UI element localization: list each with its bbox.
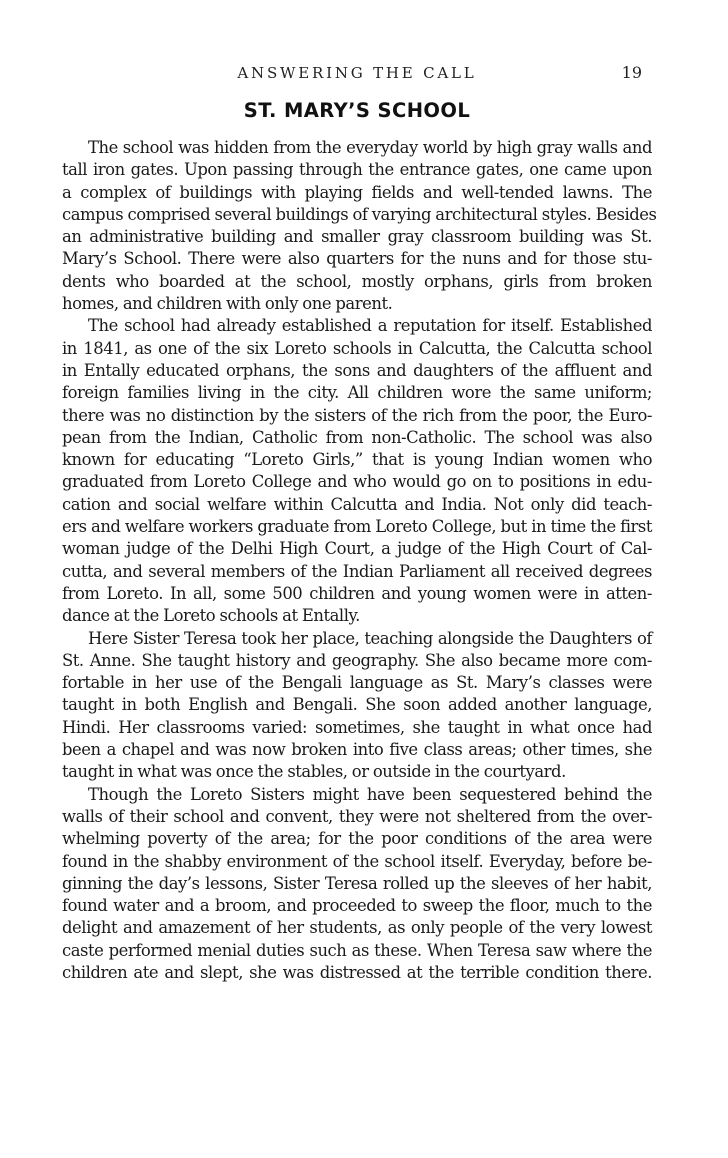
text-line: fortable in her use of the Bengali language as St. Mary’s classes were [62,673,652,693]
text-line: there was no distinction by the sisters of the rich from the poor, the Euro- [62,405,652,425]
text-line: children ate and slept, she was distressed at the terrible condition there. [62,962,652,982]
text-line: foreign families living in the city. All children wore the same uniform; [62,383,652,403]
text-line: delight and amazement of her students, as only people of the very lowest [62,918,652,938]
text-line: found in the shabby environment of the school itself. Everyday, before be- [62,851,652,871]
text-line: pean from the Indian, Catholic from non-Catholic. The school was also [62,427,652,447]
text-line: found water and a broom, and proceeded to sweep the floor, much to the [62,896,652,916]
text-line: Though the Loreto Sisters might have been sequestered behind the [88,784,652,804]
text-line: The school was hidden from the everyday world by high gray walls and [88,138,652,157]
text-line: been a chapel and was now broken into five class areas; other times, she [62,740,652,760]
text-line: The school had already established a reputation for itself. Established [88,316,652,336]
text-line: whelming poverty of the area; for the poor conditions of the area were [62,829,652,849]
text-line: taught in both English and Bengali. She soon added another language, [62,695,652,715]
running-head-title: ANSWERING THE CALL [237,64,477,82]
text-line: taught in what was once the stables, or outside in the courtyard. [62,762,566,782]
text-line: St. Anne. She taught history and geography. She also became more com- [62,650,652,670]
text-line: ginning the day’s lessons, Sister Teresa rolled up the sleeves of her habit, [62,873,652,893]
text-line: dance at the Loreto schools at Entally. [62,606,360,626]
text-line: known for educating “Loreto Girls,” that is young Indian women who [62,450,652,470]
page-number: 19 [621,63,642,82]
text-line: dents who boarded at the school, mostly orphans, girls from broken [62,271,652,291]
text-line: a complex of buildings with playing fields and well-tended lawns. The [62,182,652,202]
text-line: homes, and children with only one parent. [62,294,393,314]
text-line: an administrative building and smaller gray classroom building was St. [62,227,652,247]
text-line: ers and welfare workers graduate from Loreto College, but in time the first [62,517,652,537]
running-head [62,62,652,84]
text-line: cutta, and several members of the Indian Parliament all received degrees [62,561,652,581]
text-line: walls of their school and convent, they were not sheltered from the over- [62,806,652,826]
text-line: from Loreto. In all, some 500 children and young women were in atten- [62,583,652,603]
text-line: Here Sister Teresa took her place, teaching alongside the Daughters of [88,628,652,648]
section-heading: ST. MARY’S SCHOOL [243,99,471,122]
text-line: cation and social welfare within Calcutta and India. Not only did teach- [62,494,652,514]
text-line: campus comprised several buildings of varying architectural styles. Besides [62,204,657,224]
text-line: caste performed menial duties such as these. When Teresa saw where the [62,940,652,960]
text-line: graduated from Loreto College and who would go on to positions in edu- [62,472,652,492]
text-line: woman judge of the Delhi High Court, a judge of the High Court of Cal- [62,539,652,559]
text-line: tall iron gates. Upon passing through the entrance gates, one came upon [62,160,652,180]
text-line: in 1841, as one of the six Loreto schools in Calcutta, the Calcutta school [62,338,652,358]
body-text [62,137,657,984]
text-line: Mary’s School. There were also quarters for the nuns and for those stu- [62,249,652,269]
text-line: Hindi. Her classrooms varied: sometimes, she taught in what once had [62,717,652,737]
text-line: in Entally educated orphans, the sons and daughters of the affluent and [62,360,652,380]
